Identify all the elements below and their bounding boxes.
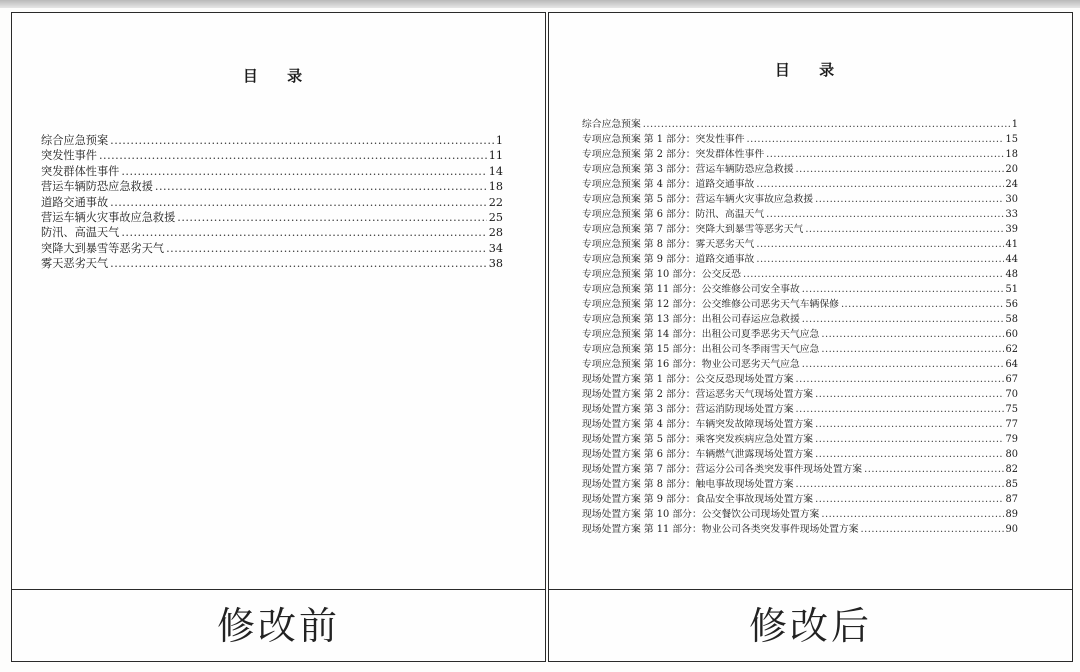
toc-entry-title: 专项应急预案 第 16 部分：物业公司恶劣天气应急 [582, 359, 800, 370]
toc-entry-title: 专项应急预案 第 14 部分：出租公司夏季恶劣天气应急 [582, 329, 820, 340]
toc-page-number: 25 [488, 210, 503, 224]
caption-before: 修改前 [216, 604, 340, 648]
dot-leader [121, 164, 486, 179]
toc-entry [582, 462, 1018, 477]
toc-entry [582, 177, 1018, 192]
toc-page-number: 18 [1005, 149, 1018, 160]
toc-entry-title: 现场处置方案 第 9 部分：食品安全事故现场处置方案 [582, 494, 814, 505]
toc-page-number: 51 [1005, 284, 1018, 295]
toc-entry [582, 357, 1018, 372]
dot-leader [766, 207, 1003, 222]
toc-page-number: 56 [1005, 299, 1018, 310]
toc-entry-title: 专项应急预案 第 4 部分：道路交通事故 [582, 179, 755, 190]
toc-entry [582, 192, 1018, 207]
toc-entry [582, 252, 1018, 267]
dot-leader [815, 492, 1003, 507]
toc-entry [582, 297, 1018, 312]
dot-leader [756, 252, 1003, 267]
toc-page-number: 18 [488, 180, 503, 194]
dot-leader [121, 225, 486, 240]
toc-entry-title: 专项应急预案 第 1 部分：突发性事件 [582, 134, 745, 145]
toc-page-number: 39 [1005, 224, 1018, 235]
toc-entry-title: 综合应急预案 [41, 134, 109, 147]
toc-entry [582, 372, 1018, 387]
toc-page-number: 82 [1005, 464, 1018, 475]
toc-entry [582, 327, 1018, 342]
toc-page-number: 30 [1005, 194, 1018, 205]
dot-leader [110, 133, 494, 148]
toc-entry [582, 282, 1018, 297]
toc-page-number: 77 [1005, 419, 1018, 430]
panel-after [548, 12, 1073, 662]
caption-divider [549, 589, 1072, 590]
dot-leader [841, 297, 1004, 312]
dot-leader [864, 462, 1003, 477]
toc-page-number: 62 [1005, 344, 1018, 355]
toc-entry-title: 专项应急预案 第 2 部分：突发群体性事件 [582, 149, 765, 160]
toc-entry [582, 147, 1018, 162]
toc-entry [41, 179, 503, 194]
toc-entry [582, 477, 1018, 492]
dot-leader [743, 267, 1004, 282]
toc-entry-title: 现场处置方案 第 10 部分：公交餐饮公司现场处置方案 [582, 509, 820, 520]
toc-entry-title: 现场处置方案 第 4 部分：车辆突发故障现场处置方案 [582, 419, 814, 430]
toc-entry-title: 现场处置方案 第 7 部分：营运分公司各类突发事件现场处置方案 [582, 464, 863, 475]
toc-entry-title: 现场处置方案 第 5 部分：乘客突发疾病应急处置方案 [582, 434, 814, 445]
toc-entry-title: 营运车辆防恐应急救援 [41, 180, 153, 194]
toc-entry [41, 256, 503, 271]
toc-entry [41, 241, 503, 256]
toc-title: 目 录 [242, 67, 315, 85]
toc-entry [582, 417, 1018, 432]
toc-entry-title: 突发群体性事件 [41, 164, 120, 178]
panel-before [11, 12, 546, 662]
toc-page-number: 15 [1005, 134, 1018, 145]
toc-entry [582, 492, 1018, 507]
toc-page-number: 22 [488, 195, 503, 209]
toc-entry-title: 现场处置方案 第 11 部分：物业公司各类突发事件现场处置方案 [582, 524, 859, 535]
toc-page-number: 60 [1005, 329, 1018, 340]
dot-leader [155, 179, 487, 194]
dot-leader [805, 222, 1003, 237]
dot-leader [110, 256, 487, 271]
toc-entry [582, 162, 1018, 177]
toc-entry-title: 现场处置方案 第 3 部分：营运消防现场处置方案 [582, 404, 794, 415]
toc-entry-title: 专项应急预案 第 5 部分：营运车辆火灾事故应急救援 [582, 194, 814, 205]
dot-leader [821, 507, 1003, 522]
scan-edge-strip [0, 0, 1080, 8]
toc-entry [582, 402, 1018, 417]
toc-page-number: 87 [1005, 494, 1018, 505]
toc-page-number: 34 [488, 241, 503, 255]
toc-entry-title: 防汛、高温天气 [41, 226, 120, 240]
toc-page-number: 33 [1005, 209, 1018, 220]
toc-entry [582, 387, 1018, 402]
toc-page-number: 67 [1005, 374, 1018, 385]
toc-entry [582, 267, 1018, 282]
toc-entry-title: 现场处置方案 第 2 部分：营运恶劣天气现场处置方案 [582, 389, 814, 400]
toc-entry [582, 237, 1018, 252]
toc-entry-title: 专项应急预案 第 3 部分：营运车辆防恐应急救援 [582, 164, 794, 175]
toc-entry-title: 道路交通事故 [41, 195, 109, 209]
toc-page-number: 1 [1011, 119, 1018, 130]
toc-entry-title: 专项应急预案 第 11 部分：公交维修公司安全事故 [582, 284, 800, 295]
toc-page-number: 80 [1005, 449, 1018, 460]
dot-leader [756, 237, 1003, 252]
toc-page-number: 14 [488, 164, 503, 178]
toc-entry-title: 专项应急预案 第 8 部分：雾天恶劣天气 [582, 239, 755, 250]
toc-page-number: 79 [1005, 434, 1018, 445]
toc-page-number: 58 [1005, 314, 1018, 325]
dot-leader [815, 192, 1003, 207]
toc-entry-title: 现场处置方案 第 1 部分：公交反恐现场处置方案 [582, 374, 794, 385]
toc-page-number: 85 [1005, 479, 1018, 490]
dot-leader [747, 132, 1004, 147]
dot-leader [796, 402, 1004, 417]
toc-page-number: 11 [488, 149, 503, 163]
dot-leader [802, 357, 1004, 372]
dot-leader [796, 372, 1004, 387]
toc-entry-title: 突降大到暴雪等恶劣天气 [41, 241, 165, 255]
toc-page-number: 41 [1005, 239, 1018, 250]
toc-entry-title: 综合应急预案 [582, 119, 641, 130]
dot-leader [821, 342, 1003, 357]
dot-leader [796, 162, 1004, 177]
toc-entry [582, 312, 1018, 327]
toc-entry-title: 现场处置方案 第 8 部分：触电事故现场处置方案 [582, 479, 794, 490]
dot-leader [756, 177, 1003, 192]
dot-leader [802, 282, 1004, 297]
dot-leader [821, 327, 1003, 342]
caption-after: 修改后 [748, 604, 872, 648]
toc-entry-title: 营运车辆火灾事故应急救援 [41, 210, 176, 224]
dot-leader [802, 312, 1004, 327]
toc-page-number: 75 [1005, 404, 1018, 415]
toc-entry [582, 207, 1018, 222]
caption-divider [12, 589, 545, 590]
dot-leader [796, 477, 1004, 492]
toc-entry [41, 133, 503, 148]
dot-leader [861, 522, 1004, 537]
toc-entry-title: 雾天恶劣天气 [41, 257, 109, 271]
dot-leader [815, 387, 1003, 402]
toc-entry [41, 148, 503, 163]
toc-page-number: 64 [1005, 359, 1018, 370]
toc-entry [41, 210, 503, 225]
dot-leader [110, 195, 487, 210]
toc-entry [41, 225, 503, 240]
toc-entry [582, 432, 1018, 447]
toc-entry-title: 专项应急预案 第 15 部分：出租公司冬季雨雪天气应急 [582, 344, 820, 355]
toc-entry-title: 专项应急预案 第 10 部分：公交反恐 [582, 269, 741, 280]
toc-page-number: 44 [1005, 254, 1018, 265]
toc-entry [41, 195, 503, 210]
toc-entry-title: 专项应急预案 第 7 部分：突降大到暴雪等恶劣天气 [582, 224, 804, 235]
toc-entry [582, 222, 1018, 237]
dot-leader [177, 210, 486, 225]
toc-page-number: 48 [1005, 269, 1018, 280]
toc-entry [582, 447, 1018, 462]
dot-leader [815, 432, 1003, 447]
toc-page-number: 24 [1005, 179, 1018, 190]
toc-entry [41, 164, 503, 179]
toc-entry [582, 342, 1018, 357]
toc-list [582, 117, 1018, 537]
dot-leader [815, 417, 1003, 432]
toc-entry-title: 突发性事件 [41, 149, 97, 163]
dot-leader [166, 241, 487, 256]
toc-page-number: 89 [1005, 509, 1018, 520]
dot-leader [99, 148, 487, 163]
toc-page-number: 70 [1005, 389, 1018, 400]
toc-entry-title: 现场处置方案 第 6 部分：车辆燃气泄露现场处置方案 [582, 449, 814, 460]
toc-page-number: 28 [488, 226, 503, 240]
toc-page-number: 20 [1005, 164, 1018, 175]
dot-leader [815, 447, 1003, 462]
toc-page-number: 1 [495, 134, 503, 147]
toc-entry-title: 专项应急预案 第 6 部分：防汛、高温天气 [582, 209, 765, 220]
toc-entry-title: 专项应急预案 第 12 部分：公交维修公司恶劣天气车辆保修 [582, 299, 839, 310]
toc-list [41, 133, 503, 272]
toc-title: 目 录 [774, 61, 847, 79]
toc-entry [582, 507, 1018, 522]
toc-entry [582, 117, 1018, 132]
toc-entry [582, 522, 1018, 537]
toc-page-number: 38 [488, 257, 503, 271]
toc-page-number: 90 [1005, 524, 1018, 535]
toc-entry [582, 132, 1018, 147]
toc-entry-title: 专项应急预案 第 9 部分：道路交通事故 [582, 254, 755, 265]
dot-leader [766, 147, 1003, 162]
dot-leader [643, 117, 1010, 132]
toc-entry-title: 专项应急预案 第 13 部分：出租公司春运应急救援 [582, 314, 800, 325]
